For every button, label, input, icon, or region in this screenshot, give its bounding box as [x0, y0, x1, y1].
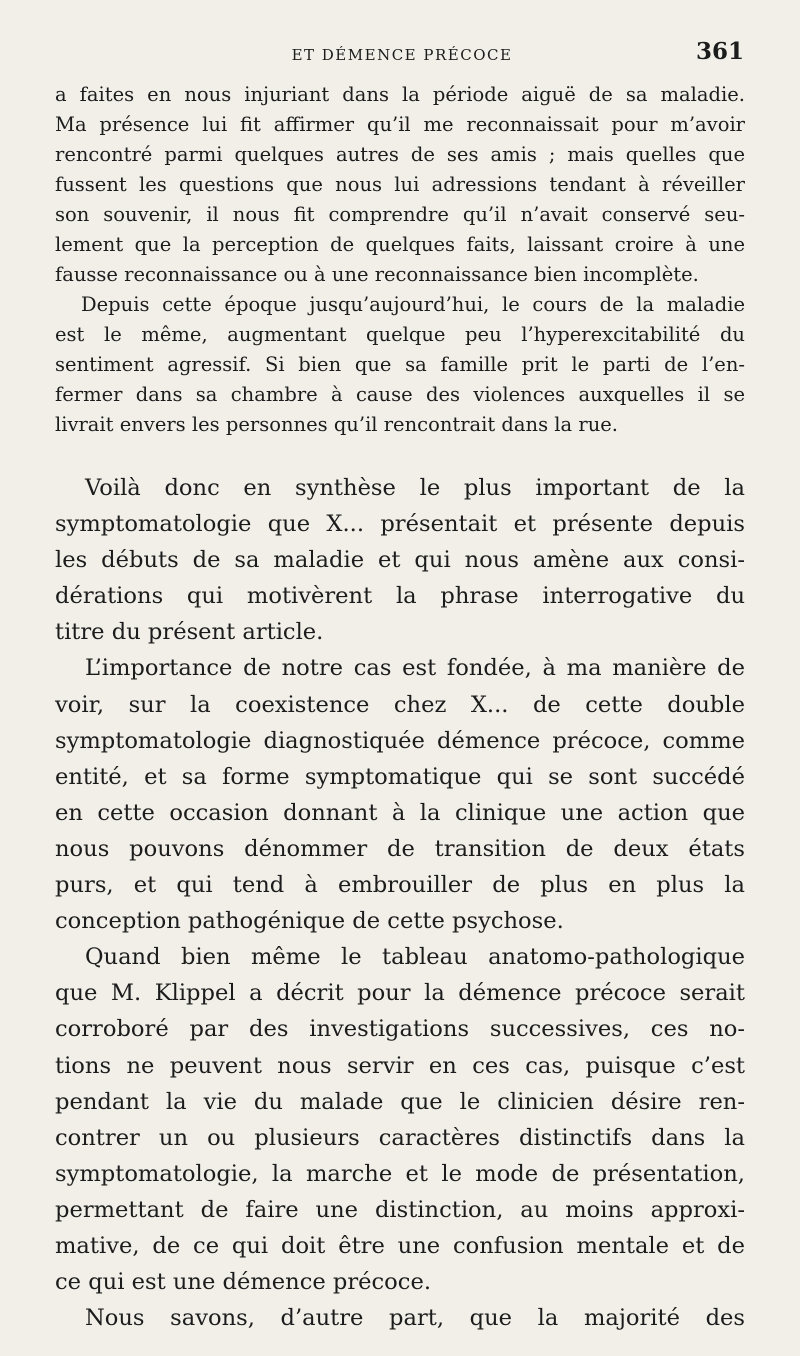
text-line: Voilà donc en synthèse le plus important de la: [85, 475, 745, 501]
page-number: 361: [695, 38, 744, 65]
text-line: symptomatologie, la marche et le mode de présentation,: [55, 1160, 745, 1187]
text-line: tions ne peuvent nous servir en ces cas, puisque c’est: [55, 1052, 745, 1079]
paragraph: [55, 470, 745, 650]
text-line: sentiment agressif. Si bien que sa famille prit le parti de l’en-: [55, 353, 745, 376]
text-line: Quand bien même le tableau anatomo-pathologique: [85, 944, 745, 971]
text-line: entité, et sa forme symptomatique qui se sont succédé: [55, 763, 745, 790]
text-line: livrait envers les personnes qu’il rencontrait dans la rue.: [55, 413, 618, 436]
paragraph: [55, 939, 745, 1300]
text-line: fausse reconnaissance ou à une reconnaissance bien incomplète.: [55, 263, 699, 286]
text-line: symptomatologie diagnostiquée démence précoce, comme: [55, 727, 745, 754]
text-line: Depuis cette époque jusqu’aujourd’hui, le cours de la maladie: [81, 293, 745, 316]
text-line: ce qui est une démence précoce.: [55, 1269, 431, 1296]
text-line: titre du présent article.: [55, 619, 324, 646]
text-line: lement que la perception de quelques faits, laissant croire à une: [55, 233, 745, 256]
text-line: Nous savons, d’autre part, que la majorité des: [85, 1305, 745, 1332]
running-head: [60, 38, 744, 66]
text-line: voir, sur la coexistence chez X... de cette double: [55, 691, 745, 718]
text-line: permettant de faire une distinction, au moins approxi-: [55, 1196, 745, 1223]
paragraph: [55, 650, 745, 939]
text-line: son souvenir, il nous fit comprendre qu’il n’avait conservé seu-: [55, 203, 745, 226]
text-line: symptomatologie que X... présentait et présente depuis: [55, 511, 745, 538]
text-line: en cette occasion donnant à la clinique une action que: [55, 799, 745, 826]
body-text: [55, 80, 745, 1336]
text-line: est le même, augmentant quelque peu l’hyperexcitabilité du: [55, 323, 745, 346]
text-line: purs, et qui tend à embrouiller de plus en plus la: [55, 872, 745, 899]
text-line: corroboré par des investigations successives, ces no-: [55, 1016, 745, 1043]
paragraph: [55, 1300, 745, 1336]
paragraph: [55, 290, 745, 440]
paragraph: [55, 80, 745, 290]
text-line: contrer un ou plusieurs caractères distinctifs dans la: [55, 1124, 745, 1151]
text-line: Ma présence lui fit affirmer qu’il me reconnaissait pour m’avoir: [55, 113, 745, 136]
text-line: rencontré parmi quelques autres de ses amis ; mais quelles que: [55, 143, 745, 166]
text-line: fussent les questions que nous lui adressions tendant à réveiller: [55, 173, 745, 196]
text-line: que M. Klippel a décrit pour la démence précoce serait: [55, 980, 745, 1007]
text-line: conception pathogénique de cette psychose.: [55, 908, 564, 935]
text-line: mative, de ce qui doit être une confusion mentale et de: [55, 1232, 745, 1259]
text-line: les débuts de sa maladie et qui nous amène aux consi-: [55, 547, 745, 574]
text-line: fermer dans sa chambre à cause des violences auxquelles il se: [55, 383, 745, 406]
text-line: nous pouvons dénommer de transition de deux états: [55, 835, 745, 862]
section-gap: [55, 440, 745, 470]
text-line: dérations qui motivèrent la phrase interrogative du: [55, 583, 745, 610]
text-line: pendant la vie du malade que le clinicien désire ren-: [55, 1088, 745, 1115]
running-title: ET DÉMENCE PRÉCOCE: [291, 46, 513, 64]
text-line: L’importance de notre cas est fondée, à ma manière de: [85, 655, 745, 682]
text-line: a faites en nous injuriant dans la période aiguë de sa maladie.: [55, 83, 745, 106]
